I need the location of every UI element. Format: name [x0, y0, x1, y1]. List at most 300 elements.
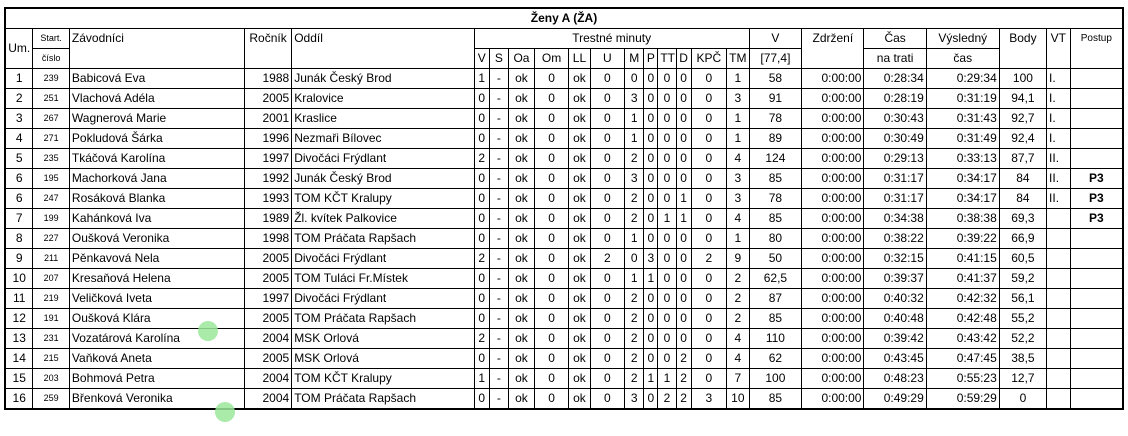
- table-cell: ok: [509, 369, 535, 389]
- table-cell: 0: [644, 109, 658, 129]
- table-row: [5, 189, 1123, 209]
- table-cell: 1: [474, 69, 489, 89]
- table-cell: -: [489, 309, 508, 329]
- table-cell: 1: [727, 109, 750, 129]
- table-cell: 251: [33, 89, 70, 109]
- table-cell: 12: [5, 309, 33, 329]
- table-cell: 0: [658, 169, 676, 189]
- table-cell: -: [489, 89, 508, 109]
- table-cell: 0: [474, 269, 489, 289]
- table-cell: 0:31:17: [864, 169, 926, 189]
- table-cell: Kralovice: [292, 89, 475, 109]
- table-cell: 0:29:34: [926, 69, 999, 89]
- table-cell: 0:00:00: [802, 329, 864, 349]
- table-cell: 0:38:22: [864, 229, 926, 249]
- table-cell: 1: [644, 269, 658, 289]
- table-cell: TOM Práčata Rapšach: [292, 389, 475, 410]
- table-cell: 0: [474, 89, 489, 109]
- table-cell: 1988: [244, 69, 291, 89]
- table-cell: 0:00:00: [802, 189, 864, 209]
- table-cell: 5: [5, 149, 33, 169]
- table-cell: 2: [658, 389, 676, 410]
- table-cell: 100: [749, 369, 802, 389]
- table-cell: 2: [590, 249, 624, 269]
- table-cell: 0: [658, 249, 676, 269]
- table-cell: 0:00:00: [802, 89, 864, 109]
- table-cell: ok: [569, 89, 590, 109]
- table-cell: ok: [569, 249, 590, 269]
- table-cell: 247: [33, 189, 70, 209]
- table-cell: TOM Práčata Rapšach: [292, 309, 475, 329]
- header-pen-u: U: [590, 49, 624, 69]
- table-row: [5, 249, 1123, 269]
- table-cell: 124: [749, 149, 802, 169]
- table-cell: 0:43:42: [926, 329, 999, 349]
- header-pen-kpc: KPČ: [691, 49, 726, 69]
- table-cell: 9: [727, 249, 750, 269]
- table-cell: [1047, 369, 1071, 389]
- table-row: [5, 389, 1123, 410]
- table-cell: ok: [509, 349, 535, 369]
- table-cell: 207: [33, 269, 70, 289]
- table-cell: 3: [5, 109, 33, 129]
- table-cell: 3: [727, 189, 750, 209]
- header-cas: Čas: [864, 29, 926, 49]
- table-cell: 4: [727, 149, 750, 169]
- table-cell: 1: [727, 129, 750, 149]
- table-cell: 1: [727, 69, 750, 89]
- table-row: [5, 109, 1123, 129]
- table-cell: 9: [5, 249, 33, 269]
- table-cell: 0: [474, 169, 489, 189]
- table-cell: [1070, 269, 1123, 289]
- header-vysledny: Výsledný: [926, 29, 999, 49]
- table-cell: 191: [33, 309, 70, 329]
- table-cell: 0: [590, 169, 624, 189]
- table-cell: 0: [676, 89, 691, 109]
- results-table: [4, 7, 1124, 410]
- table-cell: Nezmaři Bílovec: [292, 129, 475, 149]
- table-cell: I.: [1047, 89, 1071, 109]
- table-cell: ok: [569, 109, 590, 129]
- table-cell: 2: [625, 329, 644, 349]
- header-start: Start.: [33, 29, 70, 49]
- title-row: [5, 8, 1123, 29]
- table-cell: ok: [569, 209, 590, 229]
- table-cell: 66,9: [999, 229, 1046, 249]
- table-cell: -: [489, 69, 508, 89]
- table-cell: 0: [676, 249, 691, 269]
- table-cell: 100: [999, 69, 1046, 89]
- table-cell: ok: [569, 289, 590, 309]
- header-pen-p: P: [644, 49, 658, 69]
- table-cell: TOM KČT Kralupy: [292, 369, 475, 389]
- table-cell: 0: [534, 189, 568, 209]
- table-row: [5, 149, 1123, 169]
- table-cell: 80: [749, 229, 802, 249]
- table-cell: 0: [644, 209, 658, 229]
- table-cell: 2: [727, 309, 750, 329]
- table-cell: 0: [691, 69, 726, 89]
- table-cell: 0: [534, 229, 568, 249]
- table-cell: 0: [534, 149, 568, 169]
- table-cell: P3: [1070, 169, 1123, 189]
- table-cell: 0: [534, 389, 568, 410]
- table-cell: 0: [691, 89, 726, 109]
- table-cell: 259: [33, 389, 70, 410]
- table-cell: 2: [625, 369, 644, 389]
- table-cell: 92,4: [999, 129, 1046, 149]
- table-cell: Wagnerová Marie: [69, 109, 244, 129]
- table-cell: 0: [658, 149, 676, 169]
- table-cell: 0: [658, 129, 676, 149]
- table-cell: 0: [644, 309, 658, 329]
- table-cell: 1989: [244, 209, 291, 229]
- table-cell: 84: [999, 189, 1046, 209]
- table-cell: ok: [569, 389, 590, 410]
- table-cell: -: [489, 369, 508, 389]
- table-cell: 0: [676, 69, 691, 89]
- table-cell: 56,1: [999, 289, 1046, 309]
- table-cell: Rosáková Blanka: [69, 189, 244, 209]
- table-cell: 0:42:32: [926, 289, 999, 309]
- header-oddil: Oddíl: [292, 29, 475, 69]
- table-cell: 0:30:43: [864, 109, 926, 129]
- table-cell: 0: [590, 109, 624, 129]
- table-cell: 38,5: [999, 349, 1046, 369]
- table-cell: 0: [534, 249, 568, 269]
- table-cell: II.: [1047, 149, 1071, 169]
- table-cell: 0: [534, 329, 568, 349]
- table-cell: 1: [625, 129, 644, 149]
- table-cell: 1: [5, 69, 33, 89]
- table-cell: 0: [691, 169, 726, 189]
- header-rocnik: Ročník: [244, 29, 291, 69]
- table-cell: 0: [534, 89, 568, 109]
- table-cell: 0: [691, 309, 726, 329]
- table-cell: 1: [644, 369, 658, 389]
- header-pen-d: D: [676, 49, 691, 69]
- header-v-limit: [77,4]: [749, 49, 802, 69]
- table-cell: [1047, 269, 1071, 289]
- table-cell: ok: [569, 129, 590, 149]
- table-cell: ok: [569, 269, 590, 289]
- table-cell: [1070, 349, 1123, 369]
- table-cell: 84: [999, 169, 1046, 189]
- table-cell: 0: [658, 309, 676, 329]
- table-cell: Oušková Veronika: [69, 229, 244, 249]
- table-cell: 1992: [244, 169, 291, 189]
- table-cell: Vaňková Aneta: [69, 349, 244, 369]
- header-row-1: [5, 29, 1123, 49]
- table-cell: 2: [625, 289, 644, 309]
- table-cell: 0: [691, 289, 726, 309]
- table-cell: 235: [33, 149, 70, 169]
- green-dot-marker: [215, 402, 235, 422]
- table-cell: 0:00:00: [802, 249, 864, 269]
- table-cell: 58: [749, 69, 802, 89]
- table-cell: 0: [644, 389, 658, 410]
- table-cell: Divočáci Frýdlant: [292, 289, 475, 309]
- table-cell: [1047, 349, 1071, 369]
- table-cell: 0: [676, 289, 691, 309]
- table-cell: 2: [625, 349, 644, 369]
- table-cell: -: [489, 209, 508, 229]
- table-cell: 0: [644, 229, 658, 249]
- table-cell: 267: [33, 109, 70, 129]
- table-cell: 6: [5, 189, 33, 209]
- table-cell: ok: [569, 329, 590, 349]
- table-cell: 0:29:13: [864, 149, 926, 169]
- table-cell: [1070, 229, 1123, 249]
- table-cell: 0: [676, 109, 691, 129]
- table-cell: 0: [644, 69, 658, 89]
- table-cell: 0:42:48: [926, 309, 999, 329]
- table-cell: 6: [5, 169, 33, 189]
- table-cell: 2004: [244, 329, 291, 349]
- table-cell: 2005: [244, 349, 291, 369]
- table-row: [5, 309, 1123, 329]
- table-cell: 2: [727, 269, 750, 289]
- table-cell: 0:28:19: [864, 89, 926, 109]
- table-cell: 2: [727, 289, 750, 309]
- header-body: Body: [999, 29, 1046, 69]
- table-cell: 227: [33, 229, 70, 249]
- table-cell: 0: [658, 69, 676, 89]
- table-cell: 91: [749, 89, 802, 109]
- table-cell: 2: [676, 369, 691, 389]
- table-cell: 7: [727, 369, 750, 389]
- table-cell: TOM Tuláci Fr.Místek: [292, 269, 475, 289]
- table-cell: 0: [658, 109, 676, 129]
- table-cell: -: [489, 389, 508, 410]
- table-cell: 0:55:23: [926, 369, 999, 389]
- table-cell: 0: [644, 129, 658, 149]
- table-cell: [1047, 249, 1071, 269]
- header-zavodnici: Závodníci: [69, 29, 244, 69]
- table-cell: ok: [569, 149, 590, 169]
- table-cell: 2: [676, 389, 691, 410]
- table-cell: 2005: [244, 269, 291, 289]
- table-cell: ok: [509, 89, 535, 109]
- table-cell: 0: [590, 289, 624, 309]
- table-cell: II.: [1047, 189, 1071, 209]
- table-cell: 0: [590, 189, 624, 209]
- table-cell: 211: [33, 249, 70, 269]
- table-row: [5, 289, 1123, 309]
- table-cell: 10: [5, 269, 33, 289]
- header-pen-m: M: [625, 49, 644, 69]
- table-cell: 50: [749, 249, 802, 269]
- header-trestne-minuty: Trestné minuty: [474, 29, 749, 49]
- table-cell: Machorková Jana: [69, 169, 244, 189]
- table-cell: Veličková Iveta: [69, 289, 244, 309]
- table-cell: 85: [749, 209, 802, 229]
- table-cell: 0: [625, 249, 644, 269]
- table-cell: 0: [658, 329, 676, 349]
- table-cell: 3: [727, 169, 750, 189]
- table-cell: Žl. kvítek Palkovice: [292, 209, 475, 229]
- table-cell: ok: [509, 149, 535, 169]
- header-pen-om: Om: [534, 49, 568, 69]
- table-cell: 2: [676, 349, 691, 369]
- table-title: Ženy A (ŽA): [5, 8, 1123, 29]
- table-cell: 78: [749, 189, 802, 209]
- table-cell: 0: [658, 269, 676, 289]
- table-cell: 4: [5, 129, 33, 149]
- table-cell: 0: [691, 149, 726, 169]
- table-cell: 0:41:15: [926, 249, 999, 269]
- table-cell: 2001: [244, 109, 291, 129]
- table-cell: Tkáčová Karolína: [69, 149, 244, 169]
- table-cell: -: [489, 269, 508, 289]
- table-cell: 0: [534, 209, 568, 229]
- table-cell: 3: [625, 169, 644, 189]
- table-cell: P3: [1070, 209, 1123, 229]
- table-cell: [1070, 129, 1123, 149]
- table-cell: 0: [474, 389, 489, 410]
- table-cell: MSK Orlová: [292, 349, 475, 369]
- table-cell: 1: [676, 189, 691, 209]
- table-cell: 2: [625, 189, 644, 209]
- results-body: [5, 69, 1123, 410]
- table-cell: -: [489, 349, 508, 369]
- table-cell: 0:00:00: [802, 309, 864, 329]
- table-cell: 0: [644, 189, 658, 209]
- table-cell: ok: [509, 249, 535, 269]
- table-cell: 1: [676, 209, 691, 229]
- table-cell: 15: [5, 369, 33, 389]
- table-cell: 0: [658, 229, 676, 249]
- table-cell: 0: [474, 309, 489, 329]
- table-cell: Pěnkavová Nela: [69, 249, 244, 269]
- header-pen-v: V: [474, 49, 489, 69]
- table-cell: 0: [534, 69, 568, 89]
- header-v: V: [749, 29, 802, 49]
- header-pen-ll: LL: [569, 49, 590, 69]
- table-cell: 0: [474, 209, 489, 229]
- table-row: [5, 329, 1123, 349]
- table-cell: [1070, 329, 1123, 349]
- table-cell: 0: [676, 269, 691, 289]
- table-cell: 195: [33, 169, 70, 189]
- table-cell: Pokludová Šárka: [69, 129, 244, 149]
- table-cell: 0: [691, 369, 726, 389]
- table-cell: [1070, 309, 1123, 329]
- table-cell: 1: [727, 229, 750, 249]
- table-cell: 0:40:32: [864, 289, 926, 309]
- table-cell: 0:40:48: [864, 309, 926, 329]
- table-cell: 0: [658, 349, 676, 369]
- table-cell: 0: [474, 189, 489, 209]
- table-cell: 0:39:37: [864, 269, 926, 289]
- table-cell: Vlachová Adéla: [69, 89, 244, 109]
- table-cell: Divočáci Frýdlant: [292, 149, 475, 169]
- table-cell: 0: [691, 329, 726, 349]
- table-cell: 0: [590, 309, 624, 329]
- table-cell: [1070, 109, 1123, 129]
- table-cell: 0: [691, 349, 726, 369]
- table-cell: 2: [691, 249, 726, 269]
- header-cas-2: čas: [926, 49, 999, 69]
- header-pen-tm: TM: [727, 49, 750, 69]
- table-cell: 0: [691, 129, 726, 149]
- table-cell: 0: [676, 129, 691, 149]
- table-cell: [1047, 209, 1071, 229]
- header-vt: VT: [1047, 29, 1071, 69]
- table-cell: 4: [727, 329, 750, 349]
- header-postup: Postup: [1070, 29, 1123, 69]
- table-cell: 0:00:00: [802, 149, 864, 169]
- table-cell: 2: [474, 249, 489, 269]
- table-cell: 0: [625, 69, 644, 89]
- table-cell: 203: [33, 369, 70, 389]
- table-cell: 0: [676, 309, 691, 329]
- table-row: [5, 269, 1123, 289]
- table-cell: -: [489, 149, 508, 169]
- table-row: [5, 349, 1123, 369]
- table-cell: ok: [509, 389, 535, 410]
- table-cell: 1: [625, 109, 644, 129]
- table-cell: 2005: [244, 309, 291, 329]
- table-cell: 0: [676, 149, 691, 169]
- table-cell: 0: [474, 109, 489, 129]
- header-pen-s: S: [489, 49, 508, 69]
- table-cell: Babicová Eva: [69, 69, 244, 89]
- table-cell: 1997: [244, 289, 291, 309]
- table-cell: 4: [727, 209, 750, 229]
- table-cell: Junák Český Brod: [292, 69, 475, 89]
- table-cell: 0:00:00: [802, 389, 864, 410]
- table-cell: 0:32:15: [864, 249, 926, 269]
- table-cell: 0:31:43: [926, 109, 999, 129]
- table-cell: I.: [1047, 129, 1071, 149]
- table-cell: 0:00:00: [802, 129, 864, 149]
- table-cell: 0: [999, 389, 1046, 410]
- table-cell: 0: [644, 349, 658, 369]
- table-row: [5, 229, 1123, 249]
- table-cell: ok: [509, 329, 535, 349]
- table-cell: 0:31:17: [864, 189, 926, 209]
- table-cell: 87: [749, 289, 802, 309]
- table-cell: ok: [509, 209, 535, 229]
- table-cell: 0: [691, 109, 726, 129]
- table-cell: 2005: [244, 89, 291, 109]
- table-cell: 0: [676, 229, 691, 249]
- table-cell: 60,5: [999, 249, 1046, 269]
- table-row: [5, 89, 1123, 109]
- table-cell: 0:31:19: [926, 89, 999, 109]
- table-cell: 2: [625, 209, 644, 229]
- table-cell: 14: [5, 349, 33, 369]
- table-cell: 0: [691, 189, 726, 209]
- table-cell: 0:00:00: [802, 369, 864, 389]
- table-cell: [1070, 149, 1123, 169]
- table-cell: [1070, 89, 1123, 109]
- table-cell: [1070, 289, 1123, 309]
- table-cell: [1070, 249, 1123, 269]
- table-cell: 3: [727, 89, 750, 109]
- results-table-container: [4, 7, 1124, 410]
- table-cell: ok: [509, 69, 535, 89]
- table-cell: 0: [534, 369, 568, 389]
- table-cell: 52,2: [999, 329, 1046, 349]
- table-cell: 3: [644, 249, 658, 269]
- header-cislo: číslo: [33, 49, 70, 69]
- header-zdrzeni: Zdržení: [802, 29, 864, 69]
- table-cell: 0: [534, 349, 568, 369]
- table-cell: [1047, 389, 1071, 410]
